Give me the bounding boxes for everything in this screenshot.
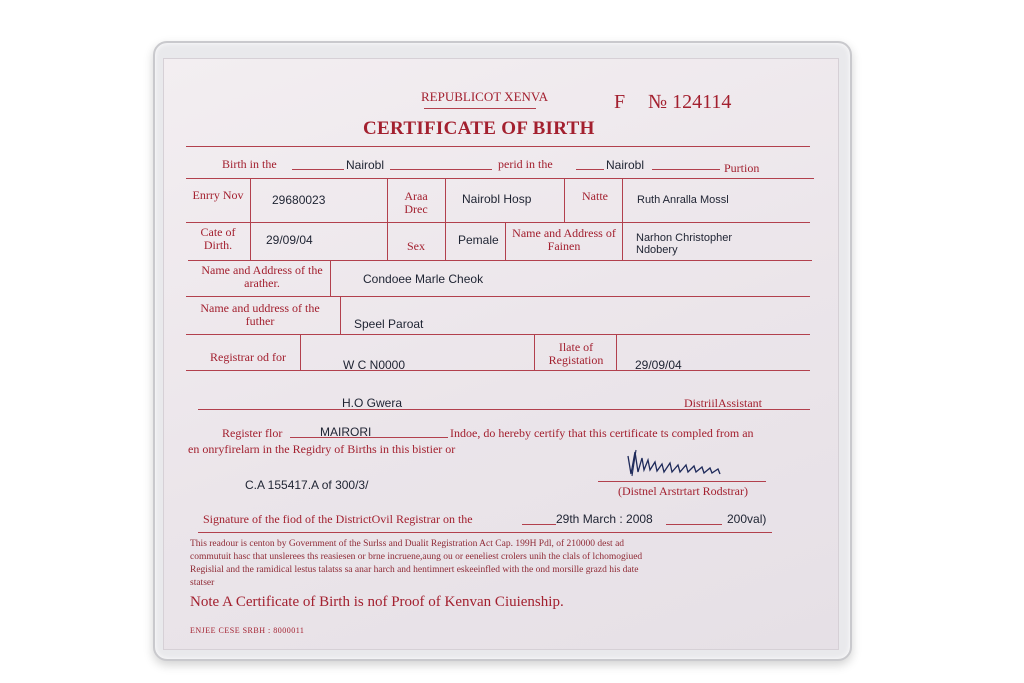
- register-district: MAIRORI: [320, 425, 372, 439]
- registration-date-value: 29/09/04: [635, 358, 682, 372]
- row2-top-line: [186, 222, 810, 223]
- certificate-title: CERTIFICATE OF BIRTH: [363, 118, 595, 139]
- signature-label: Signature of the fiod of the DistrictOvil Registrar on the: [203, 512, 473, 526]
- row1-divider: [564, 178, 565, 222]
- registrar-value: W C N0000: [343, 358, 406, 372]
- area-label: Araa Drec: [404, 189, 428, 216]
- father-value: Speel Paroat: [354, 317, 424, 331]
- birth-place-2: Nairobl: [606, 158, 645, 172]
- area-value: Nairobl Hosp: [462, 192, 532, 206]
- sex-value: Pemale: [458, 233, 499, 247]
- row1-divider: [250, 178, 251, 222]
- father-top-line: [186, 296, 810, 297]
- registrar-divider: [534, 334, 535, 370]
- serial-prefix: F: [614, 91, 626, 113]
- sex-label: Sex: [407, 239, 425, 253]
- row1-divider: [445, 178, 446, 260]
- period-fill-line: [576, 169, 604, 170]
- date-of-birth-value: 29/09/04: [266, 233, 313, 247]
- signature-bottom-line: [198, 532, 772, 533]
- birth-fill-line: [390, 169, 492, 170]
- mother-divider: [330, 260, 331, 296]
- fine-print-line: statser: [190, 578, 215, 588]
- portion-label: Purtion: [724, 161, 760, 175]
- mother-value: Condoee Marle Cheok: [363, 272, 484, 286]
- row2-divider: [622, 222, 623, 260]
- entry-label: Enrry Nov: [192, 188, 244, 202]
- footer-code: ENJEE CESE SRBH : 8000011: [190, 626, 305, 635]
- registration-date-label: Ilate of Registation: [548, 340, 604, 367]
- officer-title: DistriilAssistant: [684, 396, 763, 410]
- birth-fill-line: [292, 169, 344, 170]
- district-fill-line: [290, 437, 448, 438]
- registrar-signature: [622, 446, 726, 480]
- signature-year: 200val): [727, 512, 767, 526]
- fine-print-line: Regislial and the ramidical lestus talatss sa anar harch and hentimnert eskeeinfled with the ond morsille grazd his date: [190, 565, 639, 575]
- parent-value: Narhon Christopher Ndobery: [636, 232, 732, 256]
- row1-divider: [622, 178, 623, 222]
- table-top-line: [186, 146, 810, 147]
- certify-text-1: Indoe, do hereby certify that this certificate ts compled from an: [450, 426, 754, 440]
- serial-number: № 124114: [648, 91, 732, 113]
- registrar-top-line: [186, 334, 810, 335]
- citizenship-note: Note A Certificate of Birth is nof Proof of Kenvan Ciuienship.: [190, 594, 564, 610]
- signature-line: [598, 481, 766, 482]
- row2-divider: [505, 222, 506, 260]
- row2-divider: [250, 222, 251, 260]
- fine-print-line: commutuit hasc that unslerees ths reasiesen or brne incruene,aung ou or eeneliest crolers unih the clals of lchomogiued: [190, 552, 643, 562]
- row1-divider: [387, 178, 388, 260]
- date-fill-line: [666, 524, 722, 525]
- father-label: Name and uddress of the futher: [200, 301, 320, 328]
- signature-date: 29th March : 2008: [556, 512, 653, 526]
- date-of-birth-label: Cate of Dirth.: [200, 225, 236, 252]
- date-fill-line: [522, 524, 556, 525]
- republic-underline: [424, 108, 536, 109]
- father-divider: [340, 296, 341, 334]
- parent-address-label: Name and Address of Fainen: [512, 226, 616, 253]
- registrar-divider: [300, 334, 301, 370]
- signature-caption: (Distnel Arstrtart Rodstrar): [618, 484, 748, 498]
- period-fill-line: [652, 169, 720, 170]
- period-label: perid in the: [498, 157, 553, 171]
- name-label: Natte: [582, 189, 608, 203]
- mother-label: Name and Address of the arather.: [201, 263, 323, 290]
- officer-name: H.O Gwera: [342, 396, 403, 410]
- mother-top-line: [188, 260, 812, 261]
- register-for-label: Register flor: [222, 426, 283, 440]
- registrar-divider: [616, 334, 617, 370]
- fine-print-line: This readour is centon by Government of the Surlss and Dualit Registration Act Cap. 199H Pdl, of 210000 dest ad: [190, 539, 625, 549]
- birth-place-1: Nairobl: [346, 158, 385, 172]
- row1-top-line: [186, 178, 814, 179]
- reference-number: C.A 155417.A of 300/3/: [245, 478, 369, 492]
- officer-line: [198, 409, 810, 410]
- birth-in-label: Birth in the: [222, 157, 277, 171]
- child-name-value: Ruth Anralla Mossl: [637, 194, 729, 206]
- table-bottom-line: [186, 370, 810, 371]
- certify-text-2: en onryfirelarn in the Regidry of Births in this bistier or: [188, 442, 456, 456]
- entry-value: 29680023: [272, 193, 326, 207]
- republic-name: REPUBLICOT XENVA: [421, 89, 549, 104]
- registrar-label: Registrar od for: [210, 350, 286, 364]
